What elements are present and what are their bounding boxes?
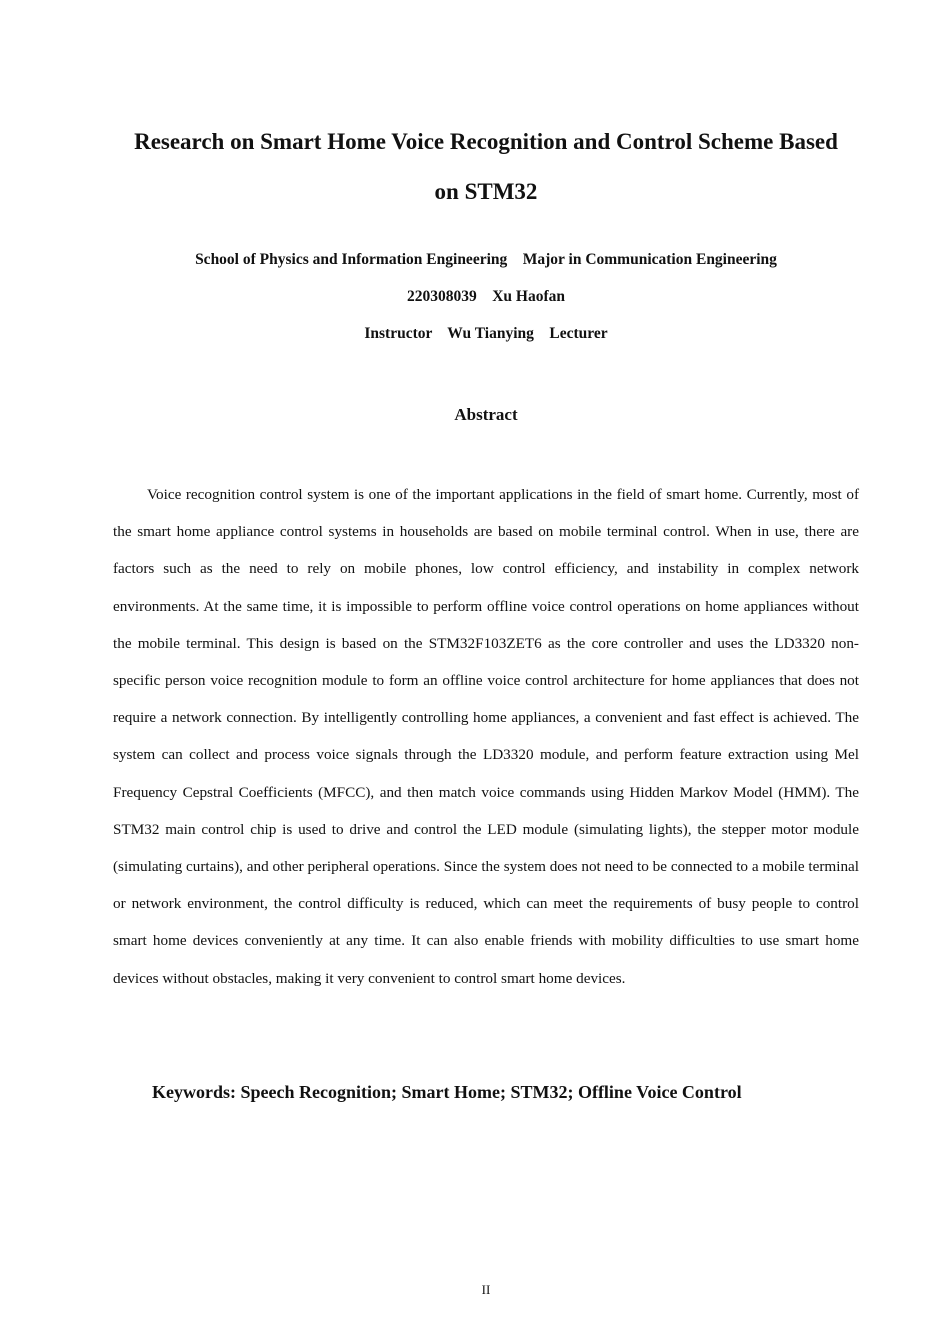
paper-title-line-1: Research on Smart Home Voice Recognition and Control Scheme Based xyxy=(134,129,838,154)
paper-title xyxy=(100,117,872,217)
abstract-body: Voice recognition control system is one of the important applications in the field of smart home. Currently, most of the smart home appliance control systems in households are based on mobile terminal control. When in use, there are factors such as the need to rely on mobile phones, low control efficiency, and instability in complex network environments. At the same time, it is impossible to perform offline voice control operations on home appliances without the mobile terminal. This design is based on the STM32F103ZET6 as the core controller and uses the LD3320 non-specific person voice recognition module to form an offline voice control architecture for home appliances that does not require a network connection. By intelligently controlling home appliances, a convenient and fast effect is achieved. The system can collect and process voice signals through the LD3320 module, and perform feature extraction using Mel Frequency Cepstral Coefficients (MFCC), and then match voice commands using Hidden Markov Model (HMM). The STM32 main control chip is used to drive and control the LED module (simulating lights), the stepper motor module (simulating curtains), and other peripheral operations. Since the system does not need to be connected to a mobile terminal or network environment, the control difficulty is reduced, which can meet the requirements of busy people to control smart home devices conveniently at any time. It can also enable friends with mobility difficulties to use smart home devices without obstacles, making it very convenient to control smart home devices. xyxy=(113,486,859,987)
page-number: II xyxy=(481,1282,491,1297)
affiliation-line: School of Physics and Information Engineering Major in Communication Engineering xyxy=(195,251,777,268)
abstract-heading: Abstract xyxy=(454,405,518,424)
instructor-line: Instructor Wu Tianying Lecturer xyxy=(364,325,608,342)
paper-title-line-2: on STM32 xyxy=(434,179,538,204)
student-info-line: 220308039 Xu Haofan xyxy=(406,288,566,305)
keywords-line: Keywords: Speech Recognition; Smart Home; STM32; Offline Voice Control xyxy=(152,1082,742,1102)
